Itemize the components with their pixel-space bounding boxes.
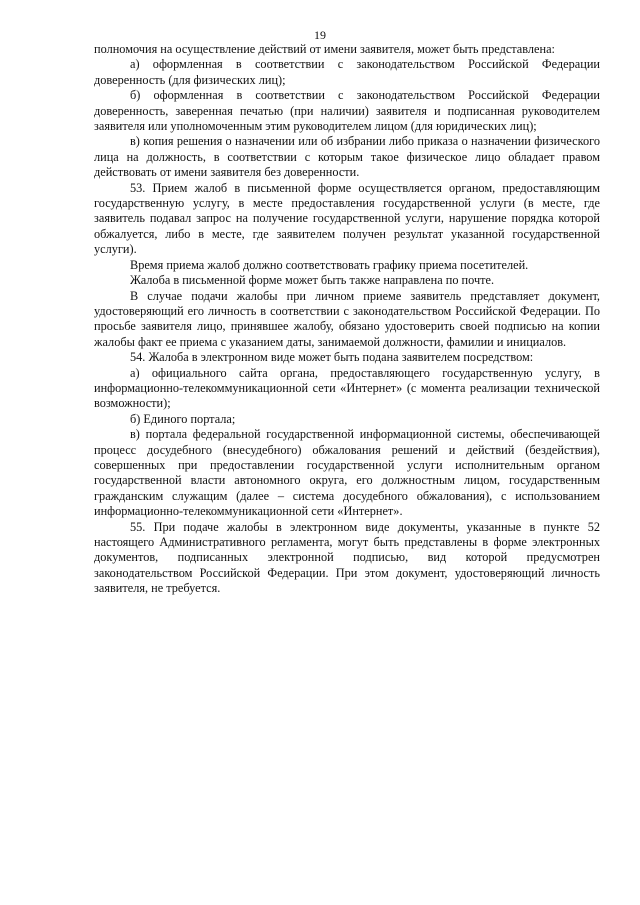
paragraph: полномочия на осуществление действий от имени заявителя, может быть представлена: [94,42,555,56]
paragraph: В случае подачи жалобы при личном приеме заявитель представляет документ, удостоверяющий его личность в соответствии с законодательством Российской Федерации. По просьбе заявителя лицо, принявшее жалобу, обязано удостоверить своей подписью на копии жалобы факт ее приема с указанием даты, занимаемой должности, фамилии и инициалов. [94,288,600,349]
clause-54: 54. Жалоба в электронном виде может быть подана заявителем посредством: [130,350,534,365]
list-item-a: а) оформленная в соответствии с законодательством Российской Федерации доверенность (для физических лиц); [94,57,600,87]
clause-53: 53. Прием жалоб в письменной форме осуществляется органом, предоставляющим государственную услугу, в месте предоставления государственной услуги (в месте, где заявитель подавал запрос на получение государственной услуги, нарушение порядка которой обжалуется, либо в месте, где заявителем получен результат указанной государственной услуги). [94,180,600,257]
paragraph: Жалоба в письменной форме может быть также направлена по почте. [130,273,495,288]
list-item-c: в) копия решения о назначении или об избрании либо приказа о назначении физического лица на должность, в соответствии с которым такое физическое лицо обладает правом действовать от имени заявителя без доверенности. [94,134,600,180]
clause-55: 55. При подаче жалобы в электронном виде документы, указанные в пункте 52 настоящего Административного регламента, могут быть представлены в форме электронных документов, подписанных электронной подписью, вид которой предусмотрен законодательством Российской Федерации. При этом документ, удостоверяющий личность заявителя, не требуется. [94,519,600,596]
page-number: 19 [314,28,326,42]
document-body [94,42,600,597]
list-item-b: б) Единого портала; [130,411,236,426]
list-item-c: в) портала федеральной государственной информационной системы, обеспечивающей процесс досудебного (внесудебного) обжалования решений и действий (бездействия), совершенных при предоставлении государственной услуги исполнительным органом государственной власти автономного округа, его должностным лицом, государственным гражданским служащим (далее – система досудебного обжалования), с использованием информационно-телекоммуникационной сети «Интернет». [94,427,600,519]
list-item-a: а) официального сайта органа, предоставляющего государственную услугу, в информационно-телекоммуникационной сети «Интернет» (с момента реализации технической возможности); [94,365,600,411]
list-item-b: б) оформленная в соответствии с законодательством Российской Федерации доверенность, заверенная печатью (при наличии) заявителя и подписанная руководителем заявителя или уполномоченным этим руководителем лицом (для юридических лиц); [94,88,600,134]
paragraph: Время приема жалоб должно соответствовать графику приема посетителей. [130,257,529,272]
